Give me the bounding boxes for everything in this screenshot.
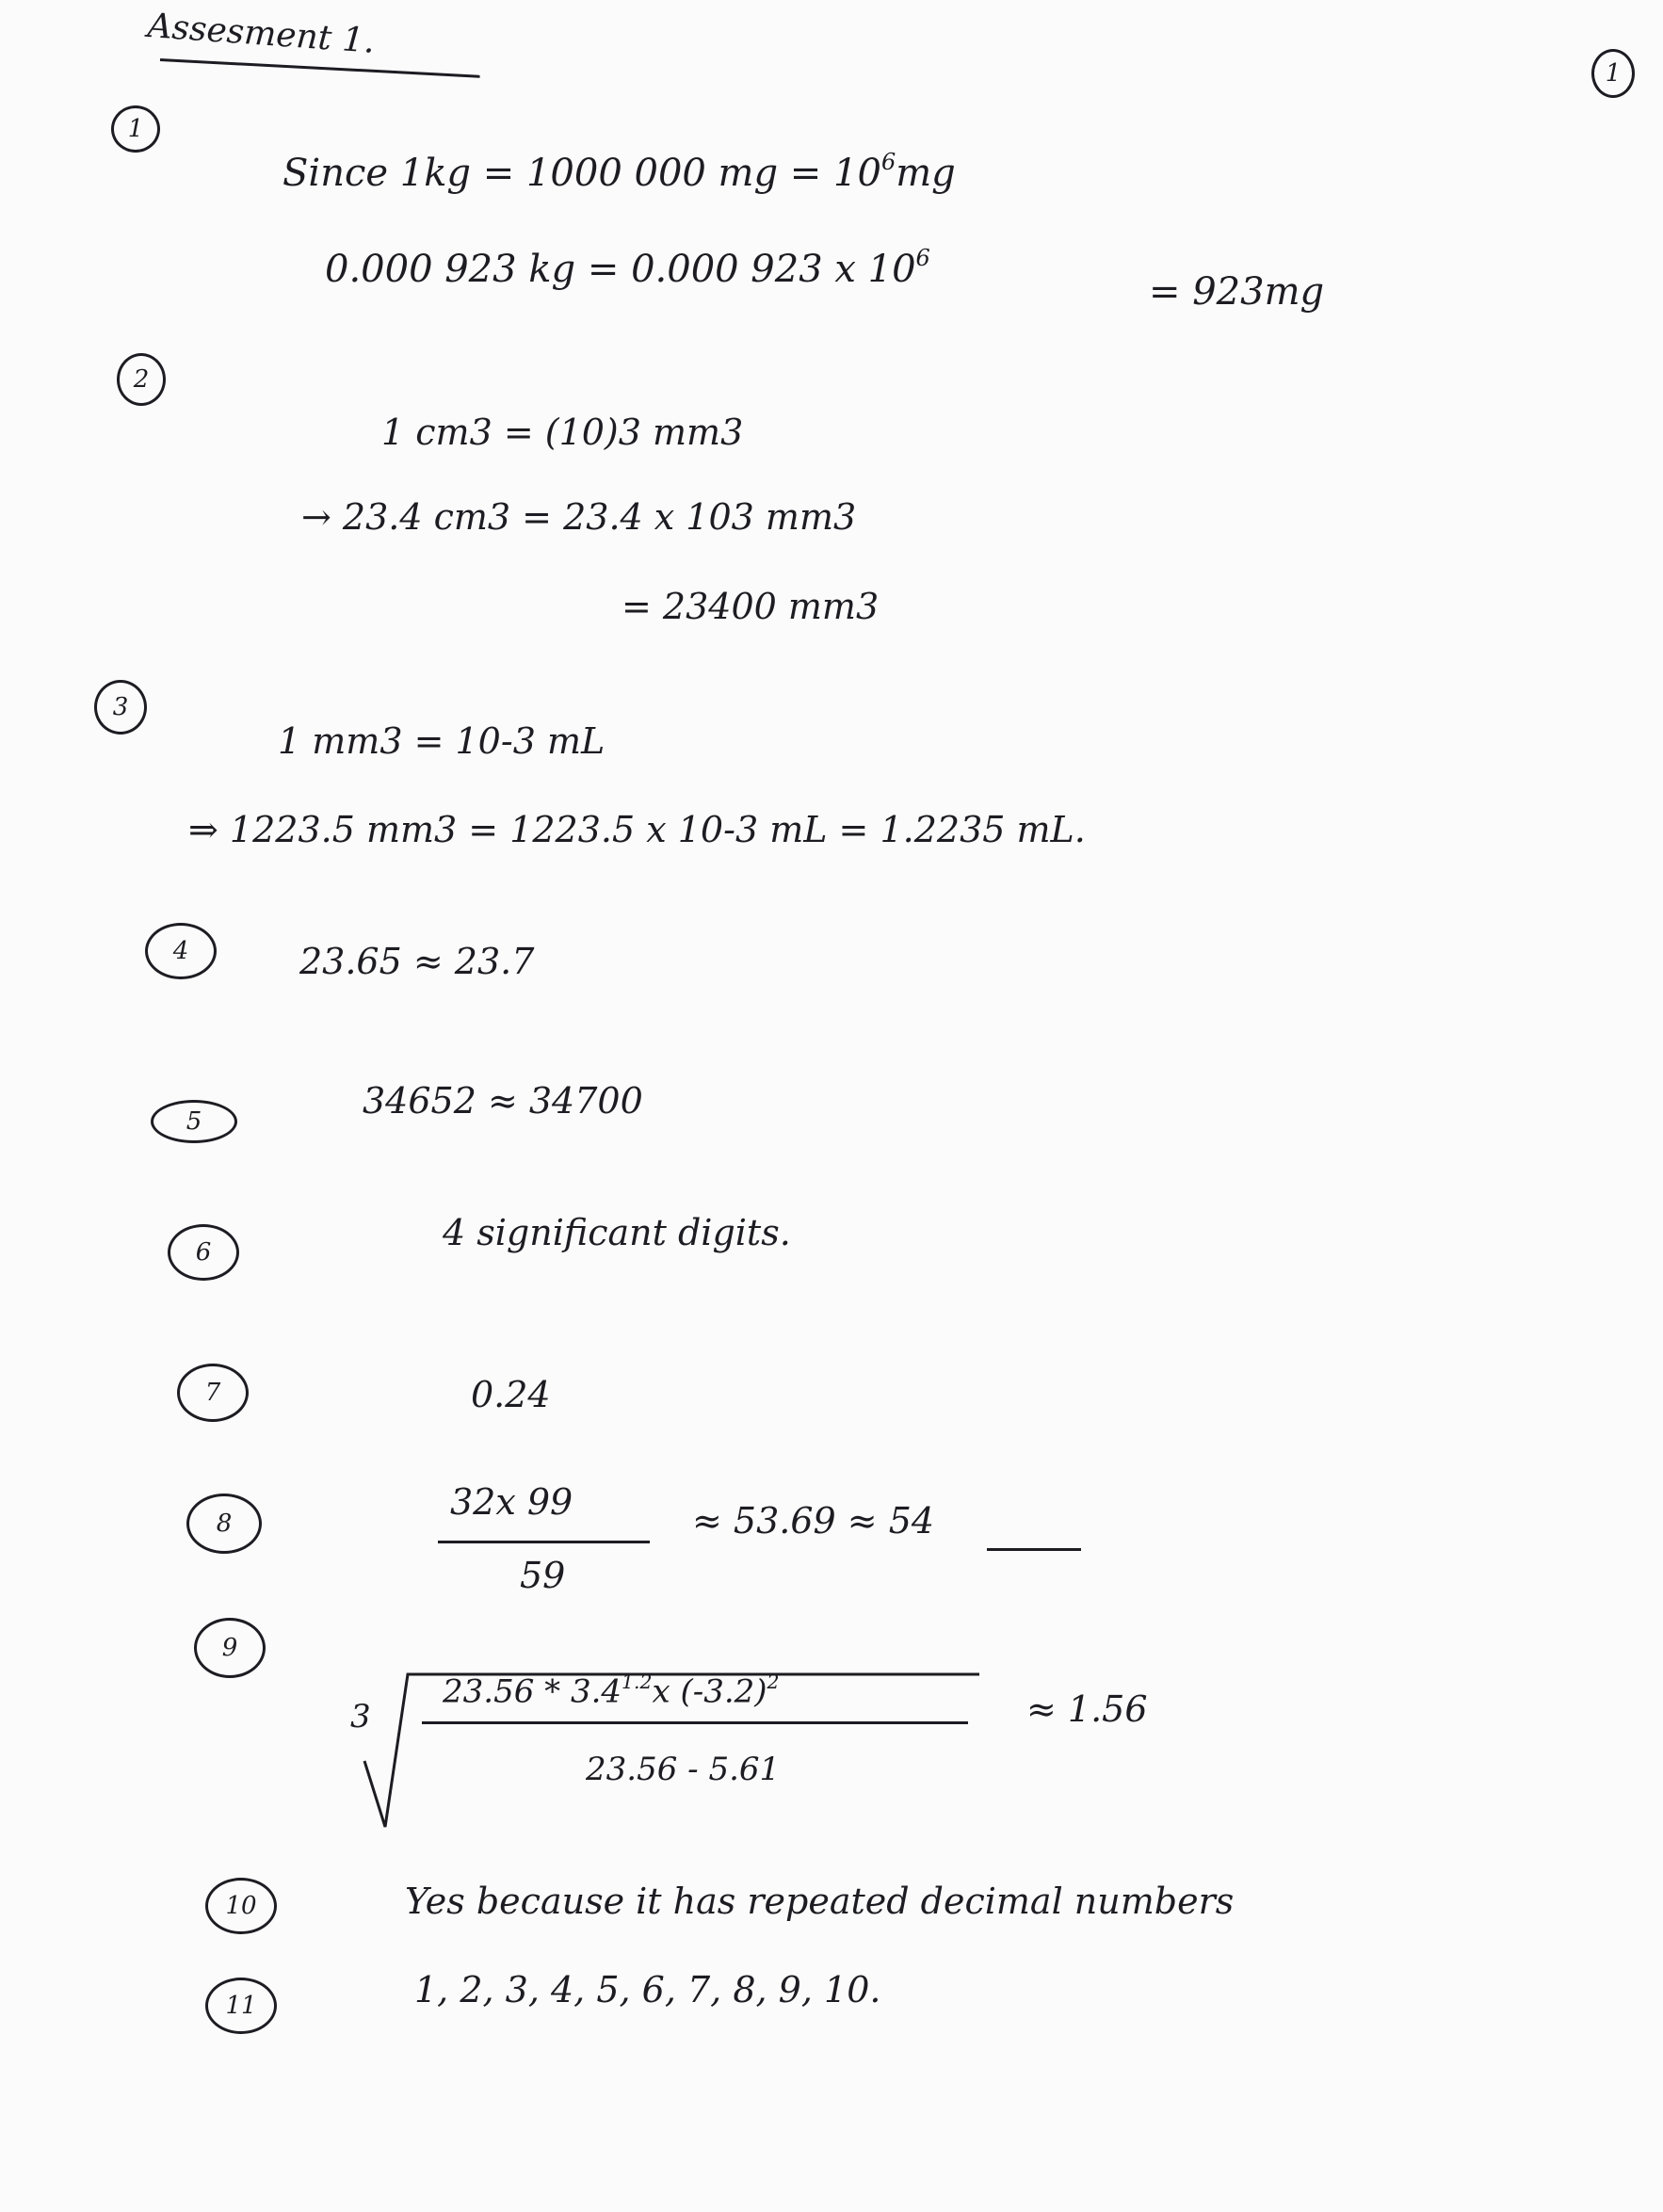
q9-numerator-tail: x (-3.2) [652, 1672, 767, 1711]
q9-numerator-base: 23.56 * 3.4 [443, 1672, 622, 1711]
q9-numerator-exp: 1.2 [622, 1671, 653, 1693]
q8-numerator: 32x 99 [450, 1481, 573, 1523]
question-number-2: 2 [117, 353, 166, 406]
q11-answer: 1, 2, 3, 4, 5, 6, 7, 8, 9, 10. [414, 1969, 881, 2010]
q2-line-3: = 23400 mm3 [622, 586, 880, 627]
q9-fraction-bar [422, 1721, 968, 1724]
q3-line-2: ⇒ 1223.5 mm3 = 1223.5 x 10-3 mL = 1.2235 mL. [188, 809, 1086, 850]
title-underline [160, 58, 480, 78]
q9-result: ≈ 1.56 [1026, 1688, 1148, 1730]
question-number-8: 8 [186, 1494, 262, 1554]
question-number-7: 7 [177, 1364, 249, 1422]
question-number-10: 10 [205, 1878, 277, 1934]
question-number-6: 6 [168, 1224, 239, 1281]
assessment-title: Assesment 1. [146, 7, 377, 61]
q9-denominator: 23.56 - 5.61 [586, 1751, 781, 1788]
question-number-11: 11 [205, 1978, 277, 2034]
question-number-5: 5 [151, 1100, 237, 1143]
q1-line-2-text: 0.000 923 kg = 0.000 923 x 10 [325, 247, 916, 291]
q9-numerator-tail-exp: 2 [767, 1671, 780, 1693]
q8-result: ≈ 53.69 ≈ 54 [692, 1500, 935, 1542]
q3-line-1: 1 mm3 = 10-3 mL [278, 720, 605, 762]
q1-result: = 923mg [1149, 270, 1325, 314]
q1-unit-1: mg [896, 151, 956, 195]
q8-fraction-bar [438, 1541, 650, 1543]
q8-answer-underline [987, 1548, 1081, 1551]
q1-exp-1: 6 [880, 149, 896, 175]
q9-numerator [443, 1671, 780, 1711]
q1-exp-2: 6 [915, 245, 930, 271]
q8-denominator: 59 [520, 1555, 566, 1596]
q2-line-2: → 23.4 cm3 = 23.4 x 103 mm3 [301, 496, 857, 538]
question-number-3: 3 [94, 680, 147, 735]
q1-line-2 [325, 245, 930, 291]
q4-answer: 23.65 ≈ 23.7 [299, 941, 535, 982]
q1-line-1 [283, 149, 956, 195]
q5-answer: 34652 ≈ 34700 [363, 1080, 643, 1122]
question-number-4: 4 [145, 923, 217, 979]
q1-line-1-text: Since 1kg = 1000 000 mg = 10 [283, 151, 881, 195]
page-number-badge: 1 [1591, 49, 1635, 98]
question-number-1: 1 [111, 105, 160, 153]
q2-line-1: 1 cm3 = (10)3 mm3 [381, 412, 744, 453]
question-number-9: 9 [194, 1618, 266, 1678]
q9-root-index: 3 [350, 1698, 371, 1736]
q10-answer: Yes because it has repeated decimal numbers [405, 1881, 1235, 1922]
q6-answer: 4 significant digits. [443, 1212, 791, 1253]
q7-answer: 0.24 [471, 1374, 551, 1415]
